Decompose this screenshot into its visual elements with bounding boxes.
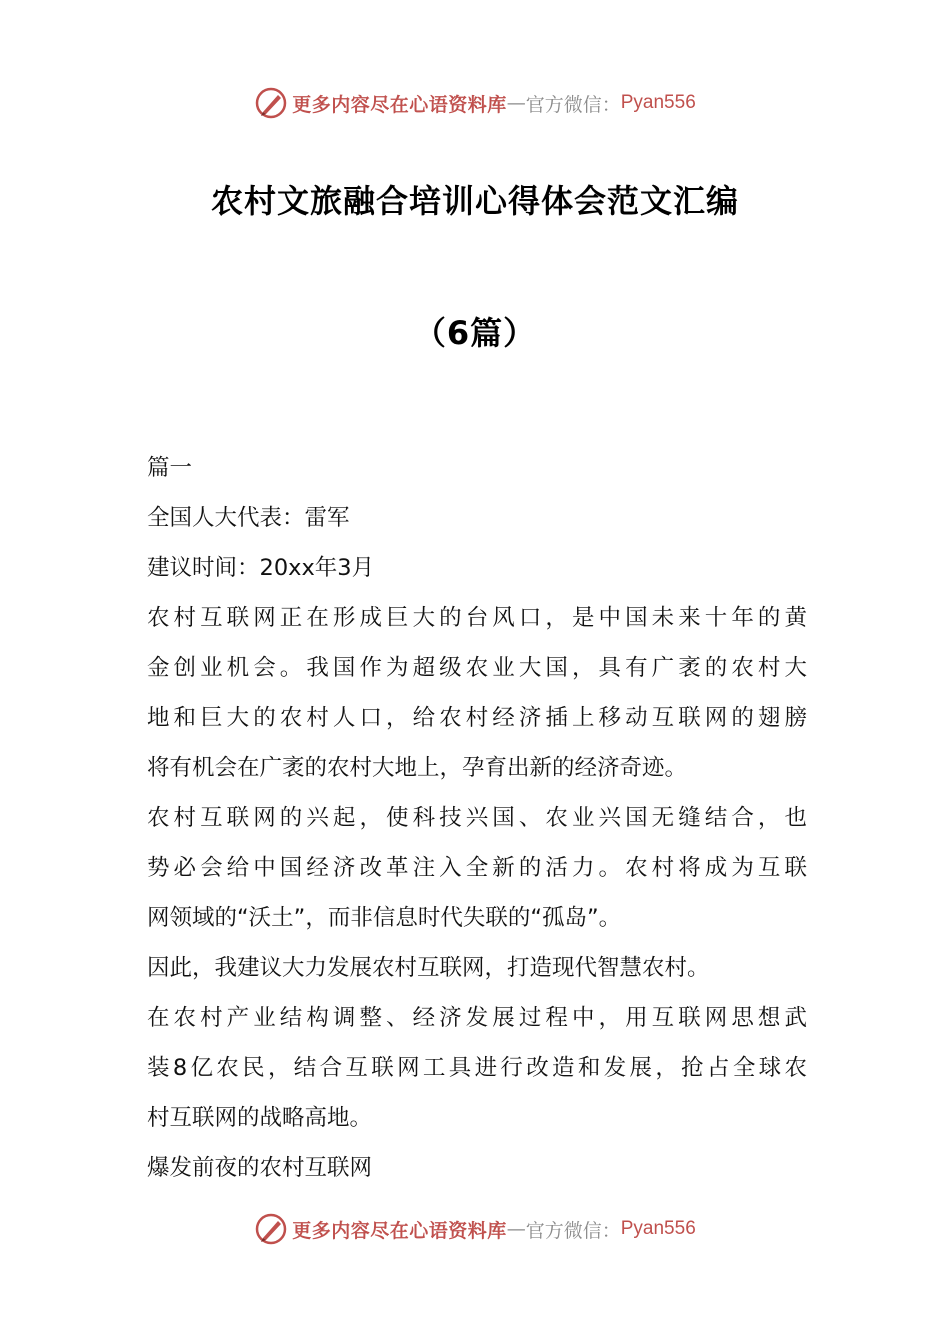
body-line: 村互联网的战略高地。 (147, 1105, 373, 1131)
watermark-wechat-id: Pyan556 (620, 92, 696, 113)
body-line: 因此，我建议大力发展农村互联网，打造现代智慧农村。 (147, 955, 710, 981)
body-line: 装8亿农民，结合互联网工具进行改造和发展，抢占全球农 (147, 1055, 807, 1081)
pen-logo-icon (254, 86, 288, 120)
body-line: 在农村产业结构调整、经济发展过程中，用互联网思想武 (147, 1005, 807, 1031)
watermark-wechat-label: 官方微信： (525, 93, 621, 116)
body-line: 网领域的“沃土”，而非信息时代失联的“孤岛”。 (147, 905, 622, 931)
body-line: 地和巨大的农村人口，给农村经济插上移动互联网的翅膀 (147, 705, 807, 731)
section-heading: 篇一 (147, 455, 193, 481)
watermark-separator: — (506, 92, 526, 114)
document-body (147, 443, 807, 1193)
body-line: 农村互联网正在形成巨大的台风口，是中国未来十年的黄 (147, 605, 807, 631)
body-line: 农村互联网的兴起，使科技兴国、农业兴国无缝结合，也 (147, 805, 807, 831)
header-watermark (0, 83, 950, 123)
watermark-brand: 更多内容尽在心语资料库 (292, 93, 507, 116)
document-title: 农村文旅融合培训心得体会范文汇编 (210, 182, 739, 220)
watermark-brand: 更多内容尽在心语资料库 (292, 1219, 507, 1242)
watermark-separator: — (506, 1218, 526, 1240)
body-line: 势必会给中国经济改革注入全新的活力。农村将成为互联 (147, 855, 807, 881)
footer-watermark (0, 1209, 950, 1249)
document-subtitle: （6篇） (413, 314, 537, 352)
body-line: 金创业机会。我国作为超级农业大国，具有广袤的农村大 (147, 655, 807, 681)
watermark-wechat-id: Pyan556 (620, 1218, 696, 1239)
pen-logo-icon (254, 1212, 288, 1246)
body-line: 全国人大代表：雷军 (147, 505, 350, 531)
watermark-wechat-label: 官方微信： (525, 1219, 621, 1242)
section-heading: 爆发前夜的农村互联网 (147, 1155, 373, 1181)
body-line: 将有机会在广袤的农村大地上，孕育出新的经济奇迹。 (147, 755, 688, 781)
body-line: 建议时间：20xx年3月 (147, 555, 375, 581)
